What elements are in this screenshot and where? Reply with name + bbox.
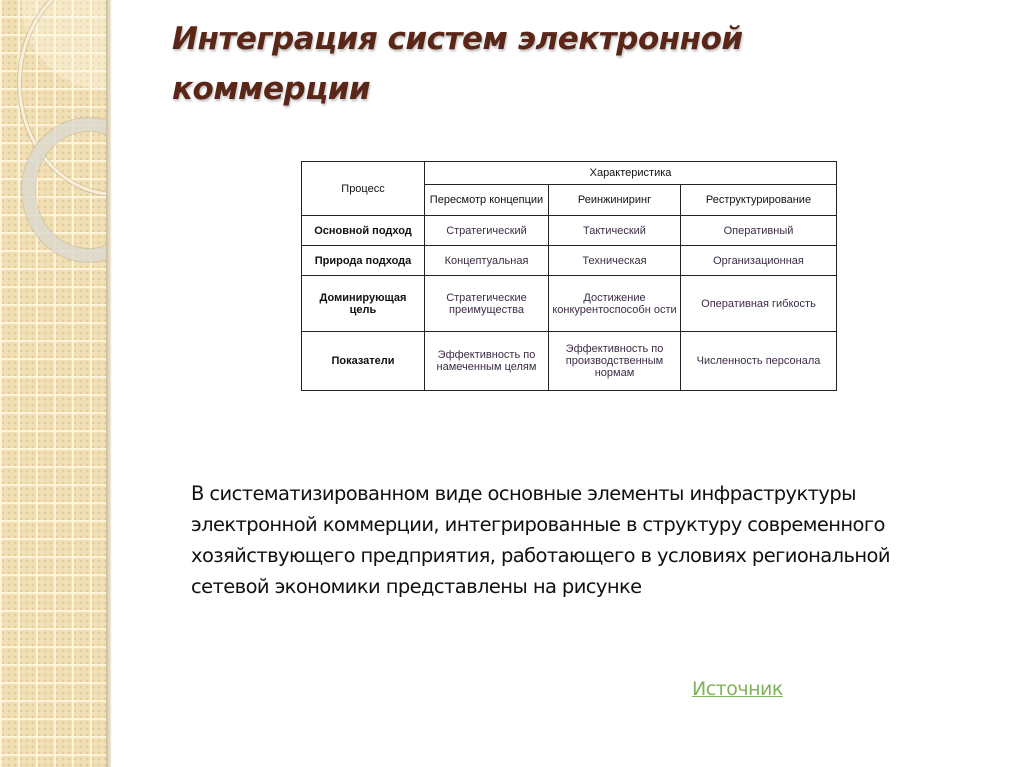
table-cell: Оперативная гибкость [681, 276, 837, 332]
header-characteristic: Характеристика [425, 162, 837, 185]
decorative-side-strip [0, 0, 110, 767]
table-cell: Численность персонала [681, 332, 837, 391]
body-paragraph: В систематизированном виде основные элементы инфраструктуры электронной коммерции, интегрированные в структуру современного хозяйствующего предприятия, работающего в условиях региональной сетевой экономики представлены на рисунке [191, 482, 890, 598]
header-process: Процесс [302, 162, 425, 216]
row-label: Основной подход [302, 216, 425, 246]
row-label: Показатели [302, 332, 425, 391]
header-col-3: Реструктурирование [681, 185, 837, 216]
comparison-table [301, 161, 837, 391]
table-cell: Эффективность по производственным нормам [549, 332, 681, 391]
header-col-1: Пересмотр концепции [425, 185, 549, 216]
table-cell: Достижение конкурентоспособн ости [549, 276, 681, 332]
table-cell: Стратегический [425, 216, 549, 246]
table-cell: Организационная [681, 246, 837, 276]
table-row [302, 276, 837, 332]
table-row [302, 246, 837, 276]
row-label: Доминирующая цель [302, 276, 425, 332]
table-cell: Техническая [549, 246, 681, 276]
slide-title [172, 14, 872, 114]
table-header-row [302, 162, 837, 185]
table-cell: Эффективность по намеченным целям [425, 332, 549, 391]
title-line-1: Интеграция систем электронной [172, 21, 743, 57]
table-row [302, 332, 837, 391]
table-cell: Оперативный [681, 216, 837, 246]
table-cell: Тактический [549, 216, 681, 246]
table-cell: Стратегические преимущества [425, 276, 549, 332]
table-row [302, 216, 837, 246]
row-label: Природа подхода [302, 246, 425, 276]
title-line-2: коммерции [172, 71, 371, 107]
source-link[interactable]: Источник [692, 678, 783, 700]
strip-shadow-edge [106, 0, 112, 767]
table-cell: Концептуальная [425, 246, 549, 276]
header-col-2: Реинжиниринг [549, 185, 681, 216]
